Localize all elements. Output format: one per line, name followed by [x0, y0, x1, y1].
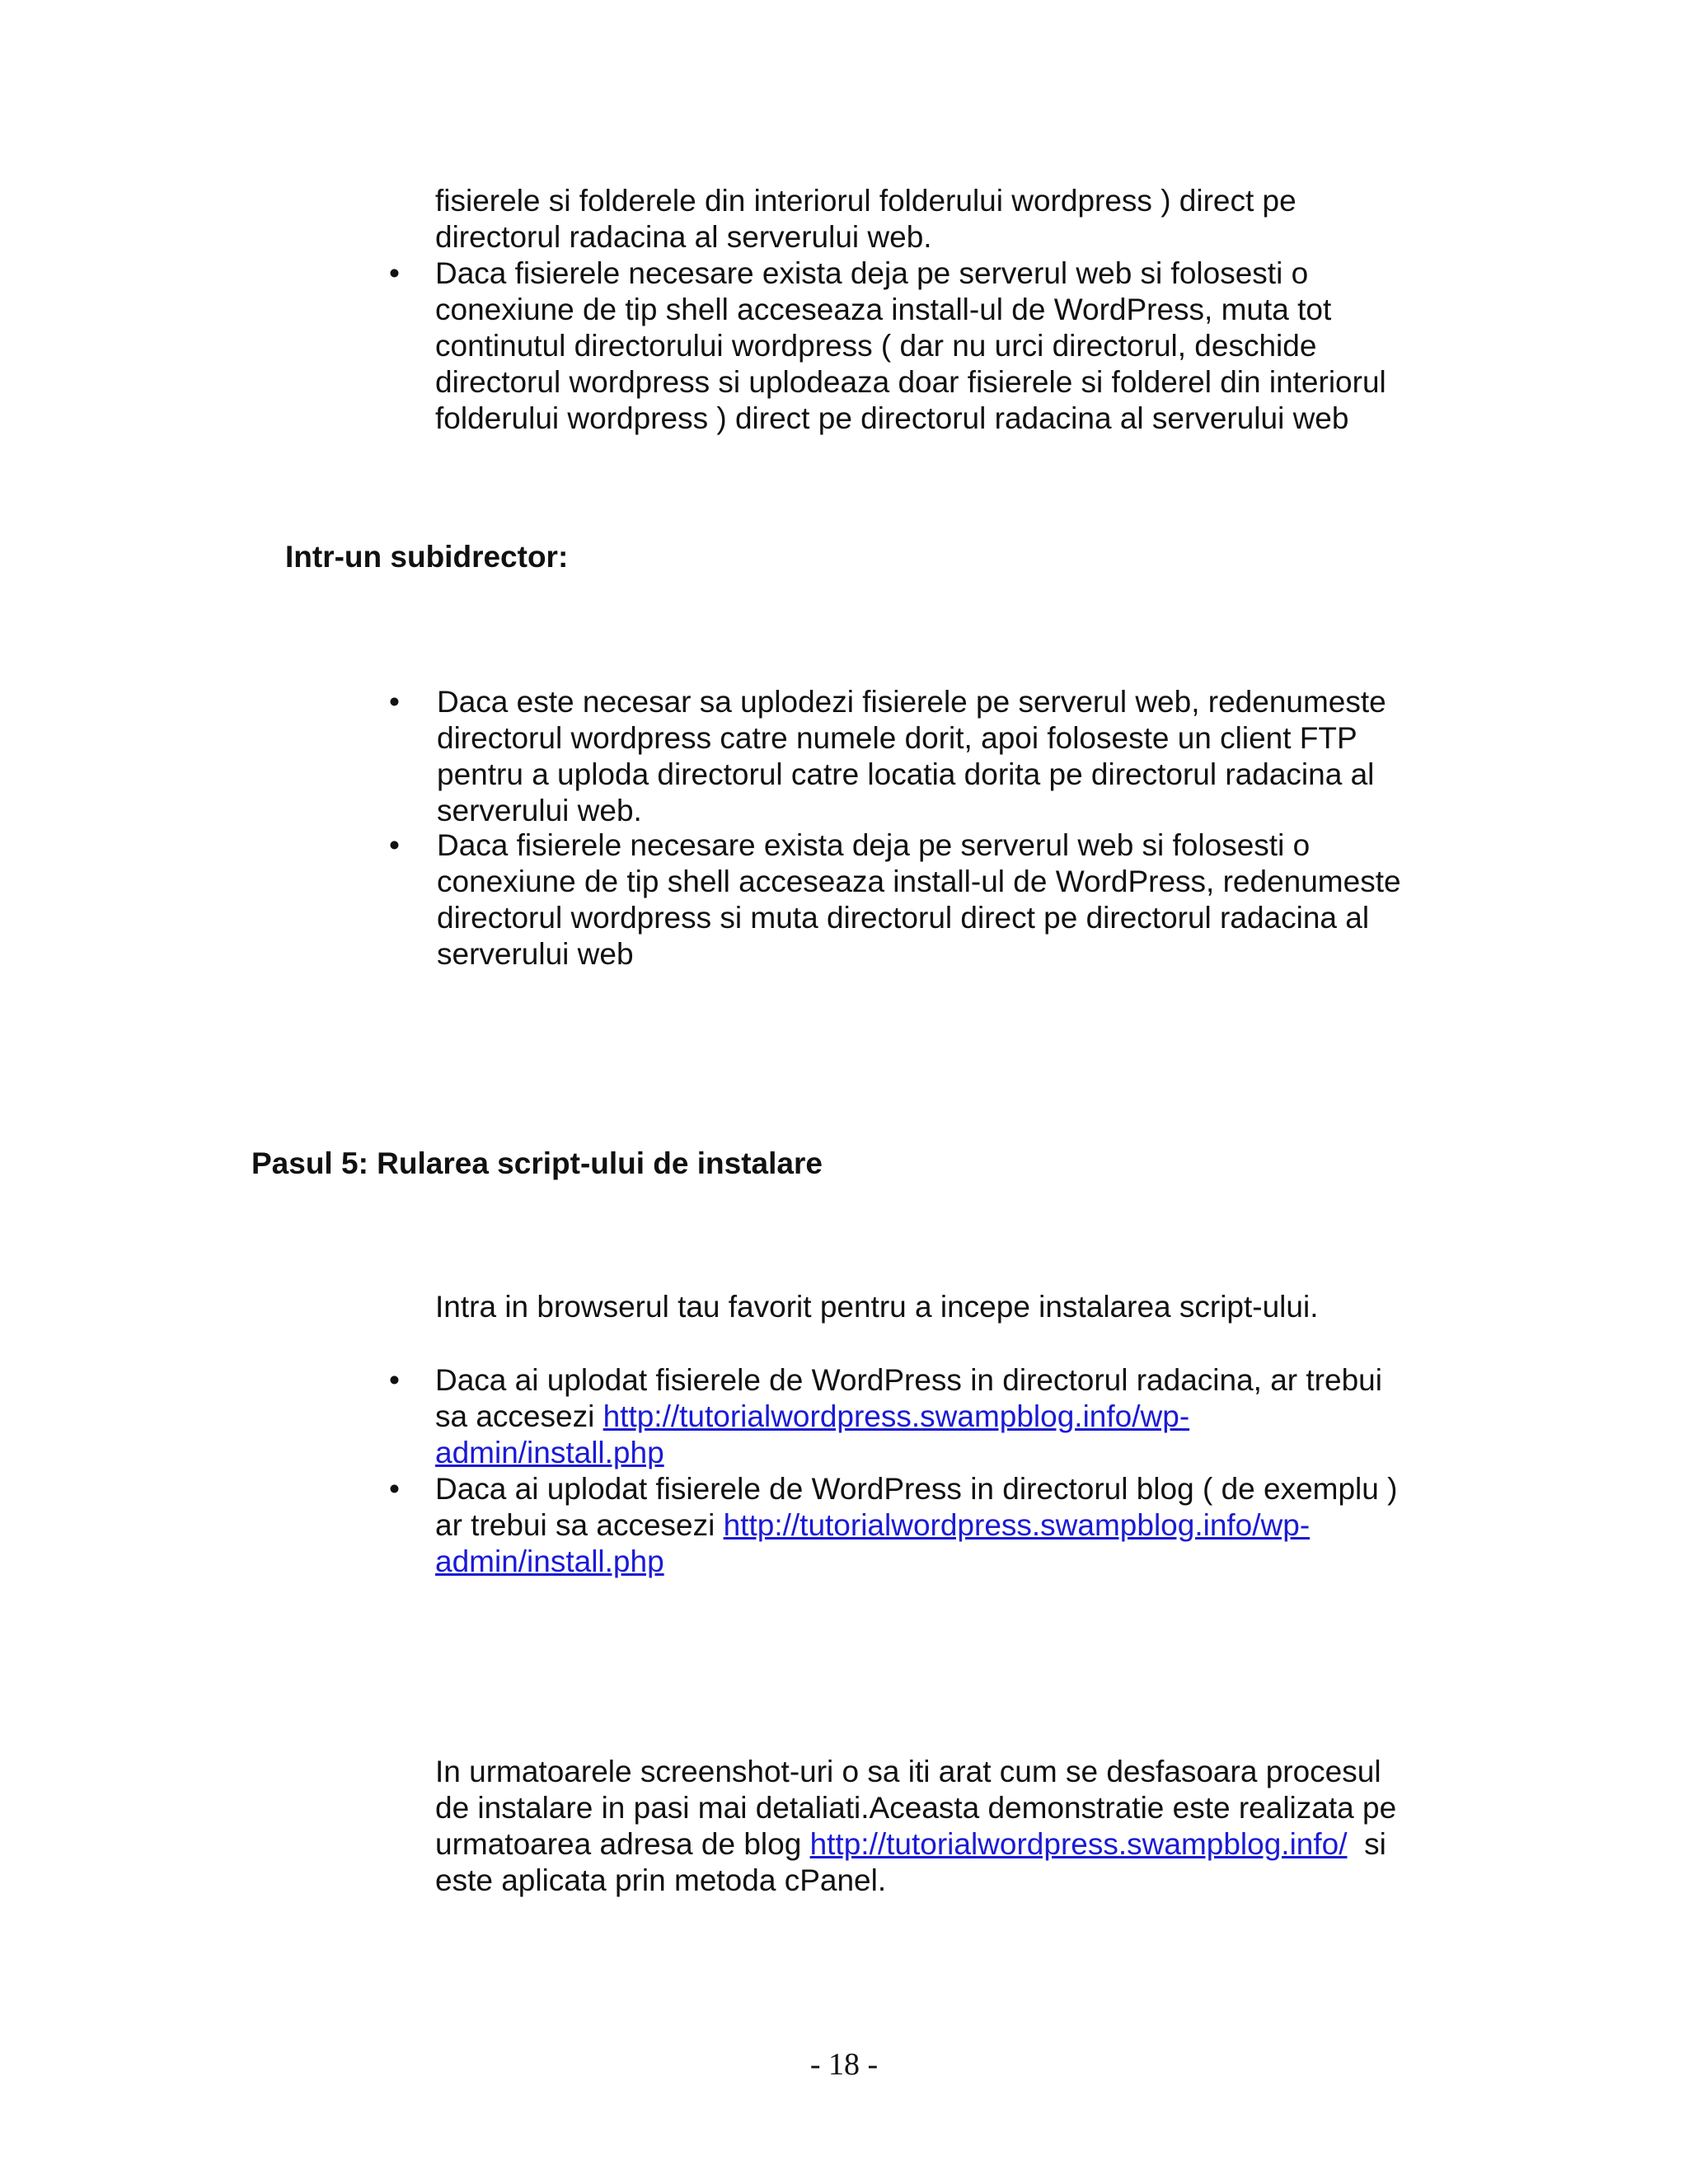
step5-heading: Pasul 5: Rularea script-ului de instalare: [251, 1146, 823, 1180]
install-link-blog-continued[interactable]: [435, 1544, 664, 1578]
text-line: folderului wordpress ) direct pe directorul radacina al serverului web: [435, 401, 1349, 435]
text-line: directorul wordpress si muta directorul direct pe directorul radacina al: [437, 901, 1370, 935]
list-item: [435, 255, 1386, 437]
link-text: admin/install.php: [435, 1436, 664, 1469]
list-item: [435, 1471, 1397, 1580]
text-segment: urmatoarea adresa de blog: [435, 1827, 810, 1861]
text-line: conexiune de tip shell acceseaza install-ul de WordPress, muta tot: [435, 293, 1332, 326]
text-segment: sa accesezi: [435, 1399, 603, 1433]
list-item: [437, 684, 1386, 829]
intro-paragraph: [435, 1289, 1318, 1325]
text-line: [435, 1399, 1382, 1435]
text-line: [435, 1826, 1396, 1863]
text-line: fisierele si folderele din interiorul folderului wordpress ) direct pe: [435, 184, 1296, 218]
install-link-root[interactable]: [603, 1399, 1190, 1433]
text-line: pentru a uploda directorul catre locatia dorita pe directorul radacina al: [437, 757, 1375, 791]
install-link-blog[interactable]: [724, 1508, 1311, 1542]
link-text: http://tutorialwordpress.swampblog.info/: [809, 1827, 1348, 1861]
bullet-icon: •: [389, 256, 400, 290]
bullet-icon: •: [389, 1472, 400, 1506]
subdirectory-heading: Intr-un subidrector:: [285, 540, 569, 574]
text-line: [435, 1435, 1382, 1471]
bullet-icon: •: [389, 828, 400, 862]
text-line: serverului web: [437, 937, 634, 971]
text-line: Intra in browserul tau favorit pentru a incepe instalarea script-ului.: [435, 1290, 1319, 1324]
text-line: In urmatoarele screenshot-uri o sa iti arat cum se desfasoara procesul: [435, 1755, 1381, 1788]
page-number: - 18 -: [809, 2047, 879, 2082]
text-line: Daca fisierele necesare exista deja pe serverul web si folosesti o: [435, 256, 1309, 290]
text-line: [435, 1544, 1397, 1580]
link-text: http://tutorialwordpress.swampblog.info/wp-: [603, 1399, 1190, 1433]
text-segment: ar trebui sa accesezi: [435, 1508, 724, 1542]
blog-link[interactable]: [810, 1827, 1348, 1861]
text-line: de instalare in pasi mai detaliati.Aceasta demonstratie este realizata pe: [435, 1791, 1397, 1825]
text-line: este aplicata prin metoda cPanel.: [435, 1863, 887, 1897]
bullet-icon: •: [389, 685, 400, 719]
list-item: [435, 1362, 1382, 1471]
text-line: directorul wordpress si uplodeaza doar fisierele si folderel din interiorul: [435, 365, 1386, 399]
text-line: Daca este necesar sa uplodezi fisierele pe serverul web, redenumeste: [437, 685, 1386, 719]
text-segment: si: [1347, 1827, 1386, 1861]
text-line: [435, 1507, 1397, 1544]
link-text: admin/install.php: [435, 1544, 664, 1578]
bullet-icon: •: [389, 1363, 400, 1397]
link-text: http://tutorialwordpress.swampblog.info/wp-: [723, 1508, 1311, 1542]
continuation-paragraph: [435, 183, 1296, 255]
text-line: serverului web.: [437, 794, 642, 827]
text-line: continutul directorului wordpress ( dar nu urci directorul, deschide: [435, 329, 1317, 363]
text-line: Daca fisierele necesare exista deja pe serverul web si folosesti o: [437, 828, 1311, 862]
text-line: conexiune de tip shell acceseaza install-ul de WordPress, redenumeste: [437, 865, 1401, 898]
install-link-root-continued[interactable]: [435, 1436, 664, 1469]
text-line: Daca ai uplodat fisierele de WordPress in directorul blog ( de exemplu ): [435, 1472, 1398, 1506]
text-line: Daca ai uplodat fisierele de WordPress in directorul radacina, ar trebui: [435, 1363, 1382, 1397]
list-item: [437, 827, 1401, 972]
text-line: directorul wordpress catre numele dorit, apoi foloseste un client FTP: [437, 721, 1357, 755]
text-line: directorul radacina al serverului web.: [435, 220, 932, 254]
closing-paragraph: [435, 1754, 1396, 1899]
